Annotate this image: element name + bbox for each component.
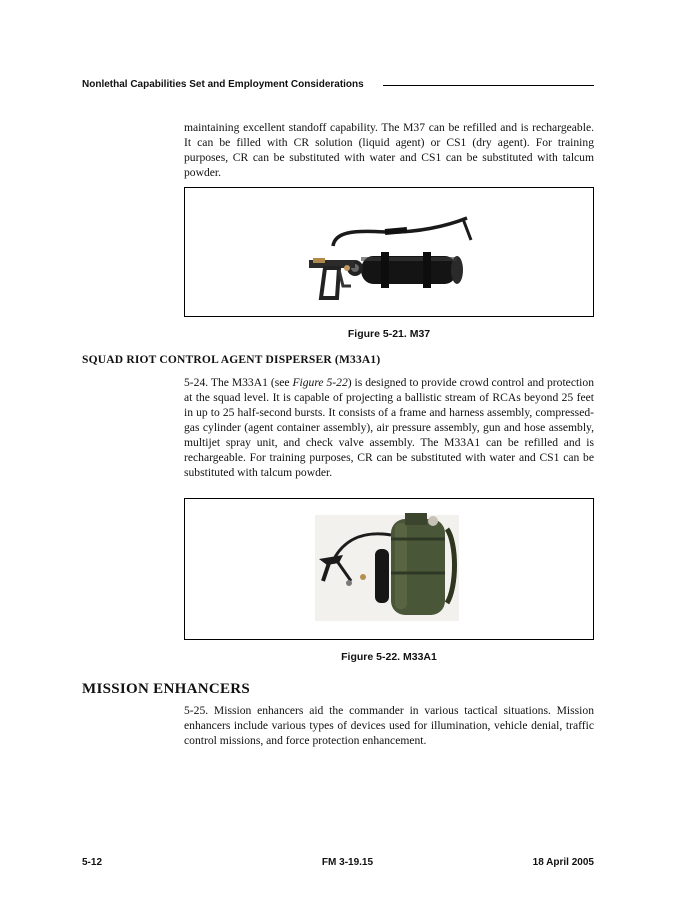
m37-disperser-illustration (185, 188, 593, 316)
paragraph-5-25: 5-25. Mission enhancers aid the commander in various tactical situations. Mission enhancers include various types of devices used for illumination, vehicle denial, traffic control missions, and force protection enhancement. (184, 704, 594, 747)
footer-date: 18 April 2005 (532, 857, 594, 868)
figure-5-22-reference: Figure 5-22 (292, 376, 348, 389)
paragraph-m37-continued: maintaining excellent standoff capability. The M37 can be refilled and is rechargeable. It can be filled with CR solution (liquid agent) or CS1 (dry agent). For training purposes, CR can be substituted with water and CS1 can be substituted with talcum powder. (184, 121, 594, 179)
m33a1-disperser-illustration (185, 499, 593, 639)
paragraph-5-24-rest: ) is designed to provide crowd control and protection at the squad level. It is capable of projecting a ballistic stream of RCAs beyond 25 feet in up to 25 half-second bursts. It consists of a frame and harness assembly, compressed-gas cylinder (agent container assembly), air pressure assembly, gun and hose assembly, multijet spray unit, and check valve assembly. The M33A1 can be refilled and is rechargeable. For training purposes, CR can be substituted with water and CS1 can be substituted with talcum powder. (184, 376, 595, 479)
footer-page-number: 5-12 (82, 857, 103, 868)
section-heading-m33a1: SQUAD RIOT CONTROL AGENT DISPERSER (M33A1) (82, 354, 381, 366)
figure-5-21-caption: Figure 5-21. M37 (347, 328, 431, 340)
paragraph-5-24-lead: 5-24. The M33A1 (see (184, 376, 293, 389)
footer-manual-id: FM 3-19.15 (321, 857, 374, 868)
figure-5-21-frame (184, 187, 594, 317)
figure-5-22-caption: Figure 5-22. M33A1 (341, 651, 437, 663)
running-header: Nonlethal Capabilities Set and Employment Considerations (82, 79, 364, 90)
section-heading-mission-enhancers: MISSION ENHANCERS (82, 681, 251, 697)
paragraph-5-24 (184, 375, 594, 480)
header-rule (383, 85, 594, 86)
figure-5-22-frame (184, 498, 594, 640)
